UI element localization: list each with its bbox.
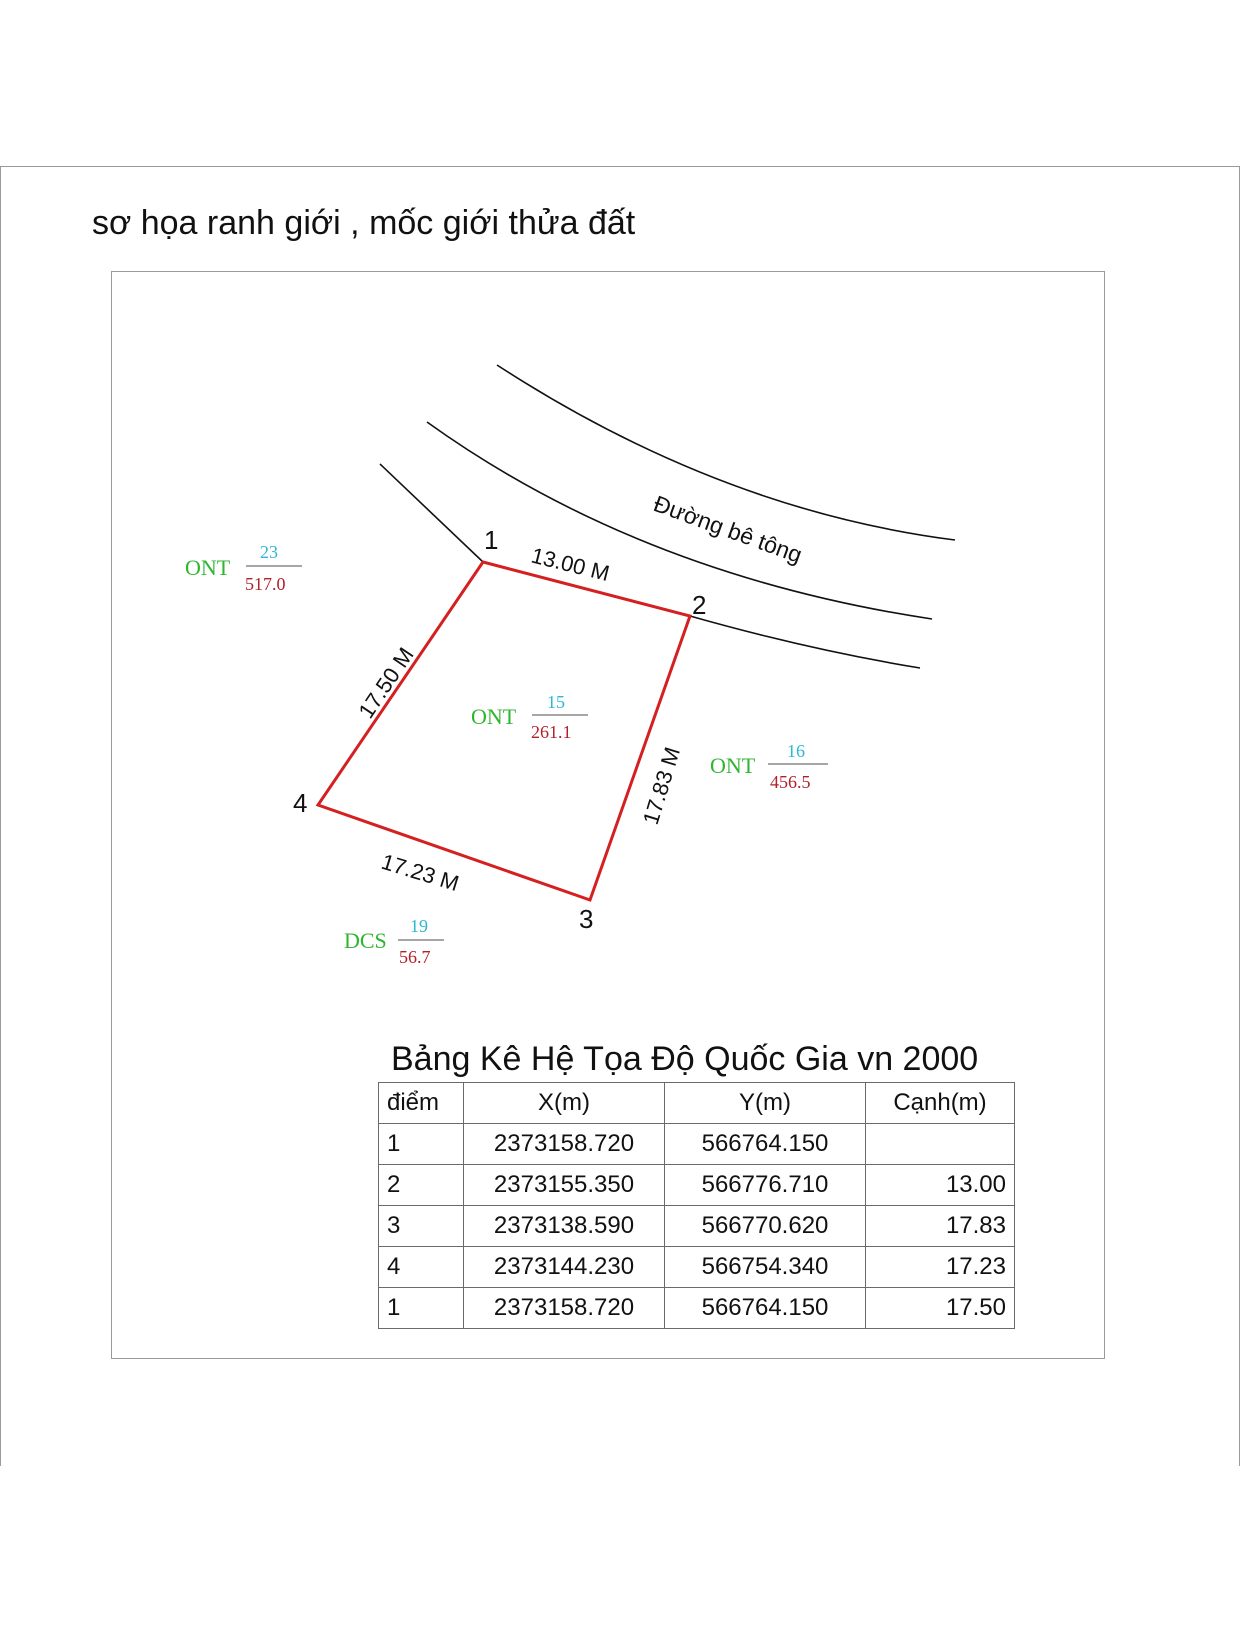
cell-x: 2373155.350 [464, 1165, 665, 1206]
coordinate-table [378, 1082, 1015, 1329]
cell-point: 1 [379, 1288, 464, 1329]
parcel-info-19 [344, 916, 444, 967]
parcel-number: 19 [410, 916, 428, 936]
cell-point: 1 [379, 1124, 464, 1165]
cell-y: 566754.340 [665, 1247, 866, 1288]
cell-edge: 17.50 [866, 1288, 1015, 1329]
column-header-y: Y(m) [665, 1083, 866, 1124]
road-line-inner [380, 464, 920, 668]
table-row [379, 1165, 1015, 1206]
table-row [379, 1124, 1015, 1165]
table-header-row [379, 1083, 1015, 1124]
cell-y: 566764.150 [665, 1288, 866, 1329]
cell-x: 2373158.720 [464, 1288, 665, 1329]
point-label-3: 3 [579, 904, 594, 934]
coordinate-table-title: Bảng Kê Hệ Tọa Độ Quốc Gia vn 2000 [391, 1040, 979, 1078]
parcel-number: 16 [787, 741, 805, 761]
table-row [379, 1206, 1015, 1247]
parcel-info-23 [185, 542, 302, 594]
parcel-info-15 [471, 692, 588, 742]
parcel-number: 15 [547, 692, 565, 712]
parcel-area: 56.7 [399, 947, 431, 967]
parcel-code: ONT [185, 555, 231, 580]
cell-y: 566770.620 [665, 1206, 866, 1247]
table-row [379, 1247, 1015, 1288]
cell-point: 3 [379, 1206, 464, 1247]
cell-edge: 17.23 [866, 1247, 1015, 1288]
cell-x: 2373144.230 [464, 1247, 665, 1288]
parcel-area: 456.5 [770, 772, 811, 792]
edge-label-1-2: 13.00 M [528, 542, 612, 587]
cell-y: 566764.150 [665, 1124, 866, 1165]
table-row [379, 1288, 1015, 1329]
edge-label-4-1: 17.50 M [353, 642, 419, 723]
parcel-area: 517.0 [245, 574, 286, 594]
edge-label-2-3: 17.83 M [637, 744, 686, 828]
parcel-number: 23 [260, 542, 278, 562]
column-header-x: X(m) [464, 1083, 665, 1124]
road-label: Đường bê tông [650, 490, 806, 568]
cell-x: 2373158.720 [464, 1124, 665, 1165]
edge-label-3-4: 17.23 M [378, 848, 462, 897]
parcel-code: ONT [471, 704, 517, 729]
column-header-point: điểm [379, 1083, 464, 1124]
cell-point: 2 [379, 1165, 464, 1206]
parcel-boundary [318, 562, 690, 900]
parcel-info-16 [710, 741, 828, 792]
point-label-1: 1 [484, 525, 499, 555]
cell-point: 4 [379, 1247, 464, 1288]
cell-edge: 13.00 [866, 1165, 1015, 1206]
parcel-code: DCS [344, 928, 387, 953]
column-header-edge: Cạnh(m) [866, 1083, 1015, 1124]
page-heading: sơ họa ranh giới , mốc giới thửa đất [92, 204, 636, 242]
point-label-4: 4 [293, 788, 308, 818]
cell-edge [866, 1124, 1015, 1165]
parcel-area: 261.1 [531, 722, 572, 742]
cell-y: 566776.710 [665, 1165, 866, 1206]
point-label-2: 2 [692, 590, 707, 620]
cell-x: 2373138.590 [464, 1206, 665, 1247]
cell-edge: 17.83 [866, 1206, 1015, 1247]
parcel-code: ONT [710, 753, 756, 778]
